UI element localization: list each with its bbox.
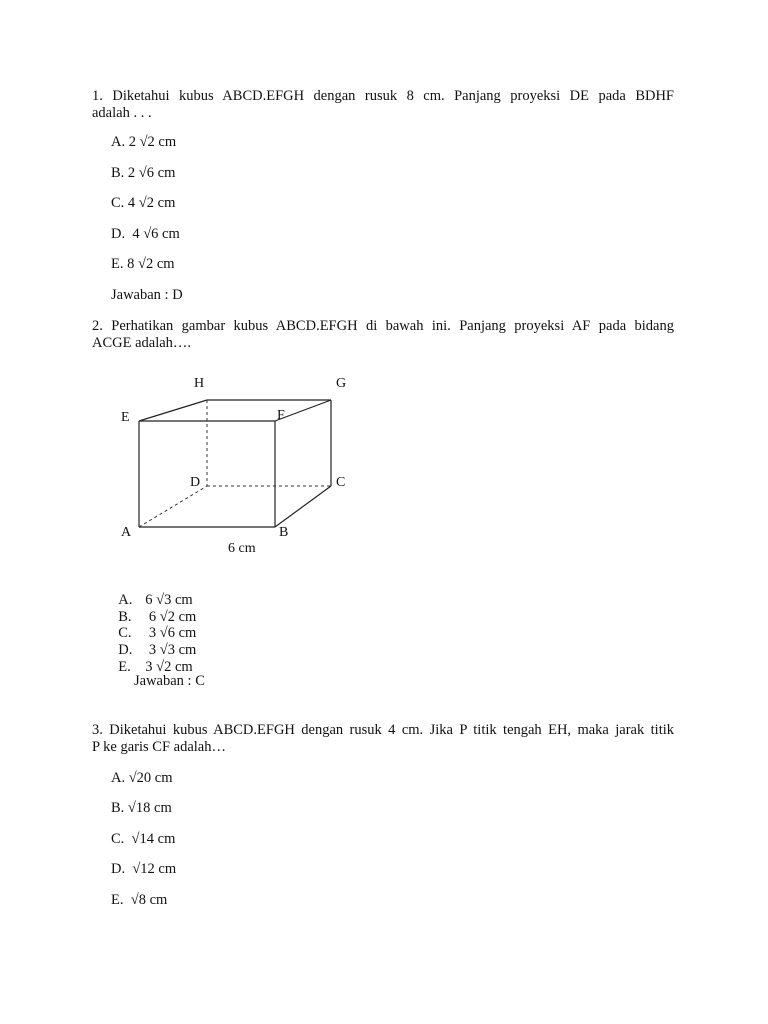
question-2-line-1: 2. Perhatikan gambar kubus ABCD.EFGH di bawah ini. Panjang proyeksi AF pada bidang — [92, 318, 674, 334]
edge-ad-hidden — [139, 486, 207, 527]
q1-option-b: B. 2 √6 cm — [111, 165, 176, 181]
q1-option-e: E. 8 √2 cm — [111, 256, 175, 272]
q3-option-d: D. √12 cm — [111, 861, 177, 877]
q1-option-a: A. 2 √2 cm — [111, 134, 177, 150]
q3-option-a: A. √20 cm — [111, 770, 173, 786]
vertex-label-f: F — [277, 408, 285, 423]
q2-option-a-letter: A. — [118, 592, 133, 608]
vertex-label-a: A — [121, 525, 132, 540]
q2-option-e-letter: E. — [118, 659, 131, 675]
vertex-label-c: C — [336, 475, 346, 490]
q1-option-d: D. 4 √6 cm — [111, 226, 180, 242]
q2-answer: Jawaban : C — [134, 673, 205, 689]
vertex-label-d: D — [190, 475, 201, 490]
q2-option-d-text: 3 √3 cm — [145, 642, 197, 658]
q2-option-c-letter: C. — [118, 625, 132, 641]
q1-option-c: C. 4 √2 cm — [111, 195, 176, 211]
q1-answer: Jawaban : D — [111, 287, 183, 303]
vertex-label-h: H — [194, 376, 205, 391]
q2-option-b-text: 6 √2 cm — [145, 609, 197, 625]
question-3-line-2: P ke garis CF adalah… — [92, 739, 226, 755]
q2-option-b-letter: B. — [118, 609, 132, 625]
q2-option-e — [111, 642, 193, 676]
question-1-text — [92, 88, 674, 122]
vertex-label-b: B — [279, 525, 289, 540]
edge-length-label: 6 cm — [228, 541, 256, 556]
question-3-line-1: 3. Diketahui kubus ABCD.EFGH dengan rusuk 4 cm. Jika P titik tengah EH, maka jarak titik — [92, 722, 674, 738]
q3-option-e: E. √8 cm — [111, 892, 168, 908]
question-3-text — [92, 722, 674, 756]
vertex-label-e: E — [121, 410, 130, 425]
q2-option-e-text: 3 √2 cm — [145, 659, 193, 675]
question-1-line-1: 1. Diketahui kubus ABCD.EFGH dengan rusuk 8 cm. Panjang proyeksi DE pada BDHF — [92, 88, 674, 104]
cube-figure — [110, 368, 370, 560]
edge-eh — [139, 400, 207, 421]
question-1-line-2: adalah . . . — [92, 105, 152, 121]
vertex-label-g: G — [336, 376, 347, 391]
q2-option-d-letter: D. — [118, 642, 133, 658]
edge-bc — [275, 486, 331, 527]
question-2-line-2: ACGE adalah…. — [92, 335, 192, 351]
q2-option-c-text: 3 √6 cm — [145, 625, 197, 641]
q3-option-c: C. √14 cm — [111, 831, 176, 847]
q2-option-a-text: 6 √3 cm — [145, 592, 193, 608]
question-2-text — [92, 318, 674, 352]
q3-option-b: B. √18 cm — [111, 800, 172, 816]
